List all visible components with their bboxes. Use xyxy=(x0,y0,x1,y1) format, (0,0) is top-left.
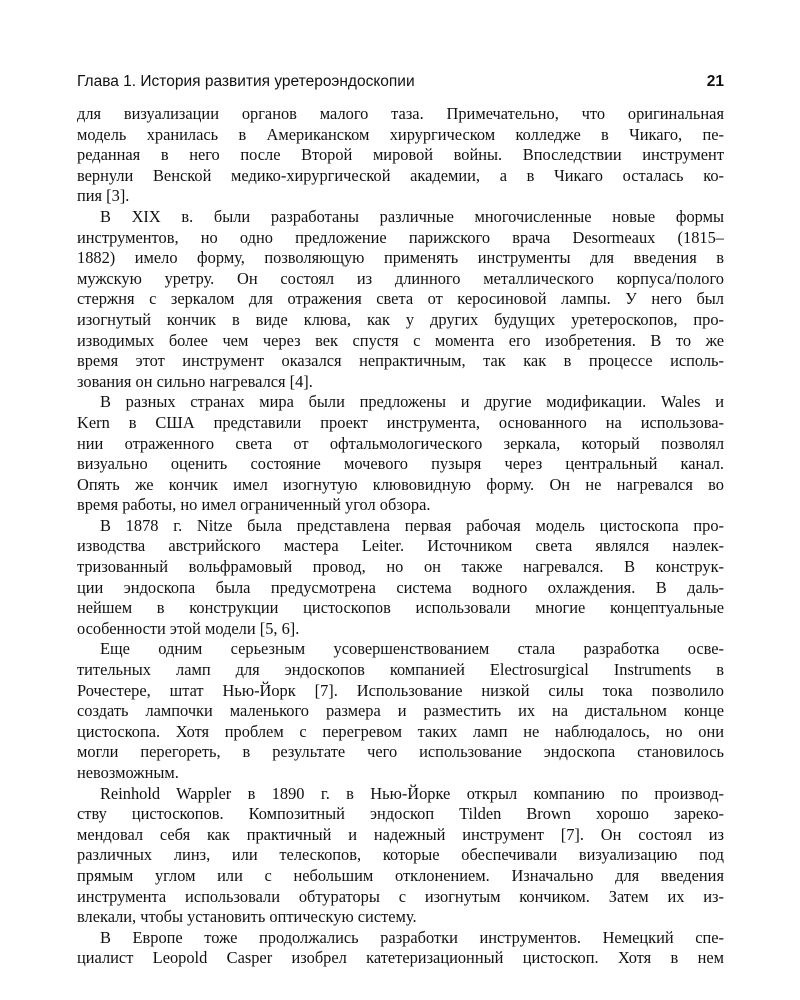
text-line: циалист Leopold Casper изобрел катетеризационный цистоскоп. Хотя в нем xyxy=(77,948,724,968)
text-line: инструмента использовали обтураторы с изогнутым кончиком. Затем их из- xyxy=(77,886,724,906)
paragraph-first-line: Еще одним серьезным усовершенствованием стала разработка осве- xyxy=(100,639,724,659)
text-line: Опять же кончик имел изогнутую клювовидную форму. Он не нагревался во xyxy=(77,474,724,494)
page-number: 21 xyxy=(706,73,724,90)
text-line: модель хранилась в Американском хирургическом колледже в Чикаго, пе- xyxy=(77,124,724,144)
text-line: пия [3]. xyxy=(77,186,130,206)
text-line: изогнутый кончик в виде клюва, как у других будущих уретероскопов, про- xyxy=(77,309,724,329)
text-line: изводства австрийского мастера Leiter. Источником света являлся наэлек- xyxy=(77,536,724,556)
text-line: невозможным. xyxy=(77,763,179,782)
text-line: вернули Венской медико-хирургической академии, а в Чикаго осталась ко- xyxy=(77,165,724,185)
text-line: особенности этой модели [5, 6]. xyxy=(77,618,300,638)
paragraph-first-line: В разных странах мира были предложены и другие модификации. Wales и xyxy=(100,392,724,412)
text-line: могли перегореть, в результате чего использование эндоскопа становилось xyxy=(77,742,724,762)
paragraph-first-line: В Европе тоже продолжались разработки инструментов. Немецкий спе- xyxy=(100,927,724,947)
body-text xyxy=(77,104,724,969)
text-line: мендовал себя как практичный и надежный инструмент [7]. Он состоял из xyxy=(77,824,724,844)
text-line: Kern в США представили проект инструмента, основанного на использова- xyxy=(77,412,724,432)
text-line: инструментов, но одно предложение парижского врача Desormeaux (1815– xyxy=(77,227,724,247)
text-line: создать лампочки маленького размера и разместить их на дистальном конце xyxy=(77,701,724,721)
paragraph-first-line: В 1878 г. Nitze была представлена первая рабочая модель цистоскопа про- xyxy=(100,515,724,535)
text-line: ции эндоскопа была предусмотрена система водного охлаждения. В даль- xyxy=(77,577,724,597)
paragraph-first-line: В XIX в. были разработаны различные многочисленные новые формы xyxy=(100,206,724,226)
text-line: 1882) имело форму, позволяющую применять инструменты для введения в xyxy=(77,248,724,268)
text-line: цистоскопа. Хотя проблем с перегревом таких ламп не наблюдалось, но они xyxy=(77,721,724,741)
text-line: нейшем в конструкции цистоскопов использовали многие концептуальные xyxy=(77,598,724,618)
text-line: Рочестере, штат Нью-Йорк [7]. Использование низкой силы тока позволило xyxy=(77,680,724,700)
text-line: время этот инструмент оказался непрактичным, так как в процессе исполь- xyxy=(77,351,724,371)
text-line: стержня с зеркалом для отражения света от керосиновой лампы. У него был xyxy=(77,289,724,309)
chapter-title: Глава 1. История развития уретероэндоскопии xyxy=(77,73,415,90)
text-line: для визуализации органов малого таза. Примечательно, что оригинальная xyxy=(77,104,724,123)
text-line: реданная в него после Второй мировой войны. Впоследствии инструмент xyxy=(77,145,724,165)
text-line: нии отраженного света от офтальмологического зеркала, который позволял xyxy=(77,433,724,453)
text-line: различных линз, или телескопов, которые обеспечивали визуализацию под xyxy=(77,845,724,865)
text-line: зования он сильно нагревался [4]. xyxy=(77,371,313,391)
text-line: время работы, но имел ограниченный угол обзора. xyxy=(77,495,431,515)
paragraph-first-line: Reinhold Wappler в 1890 г. в Нью-Йорке открыл компанию по производ- xyxy=(100,783,724,803)
running-header xyxy=(77,73,724,95)
text-line: ству цистоскопов. Композитный эндоскоп Tilden Brown хорошо зареко- xyxy=(77,804,724,824)
text-line: тительных ламп для эндоскопов компанией Electrosurgical Instruments в xyxy=(77,660,724,680)
text-line: прямым углом или с небольшим отклонением. Изначально для введения xyxy=(77,865,724,885)
text-line: визуально оценить состояние мочевого пузыря через центральный канал. xyxy=(77,454,724,474)
text-line: изводимых более чем через век спустя с момента его изобретения. В то же xyxy=(77,330,724,350)
text-line: тризованный вольфрамовый провод, но он также нагревался. В конструк- xyxy=(77,557,724,577)
text-line: влекали, чтобы установить оптическую систему. xyxy=(77,907,417,927)
text-line: мужскую уретру. Он состоял из длинного металлического корпуса/полого xyxy=(77,268,724,288)
